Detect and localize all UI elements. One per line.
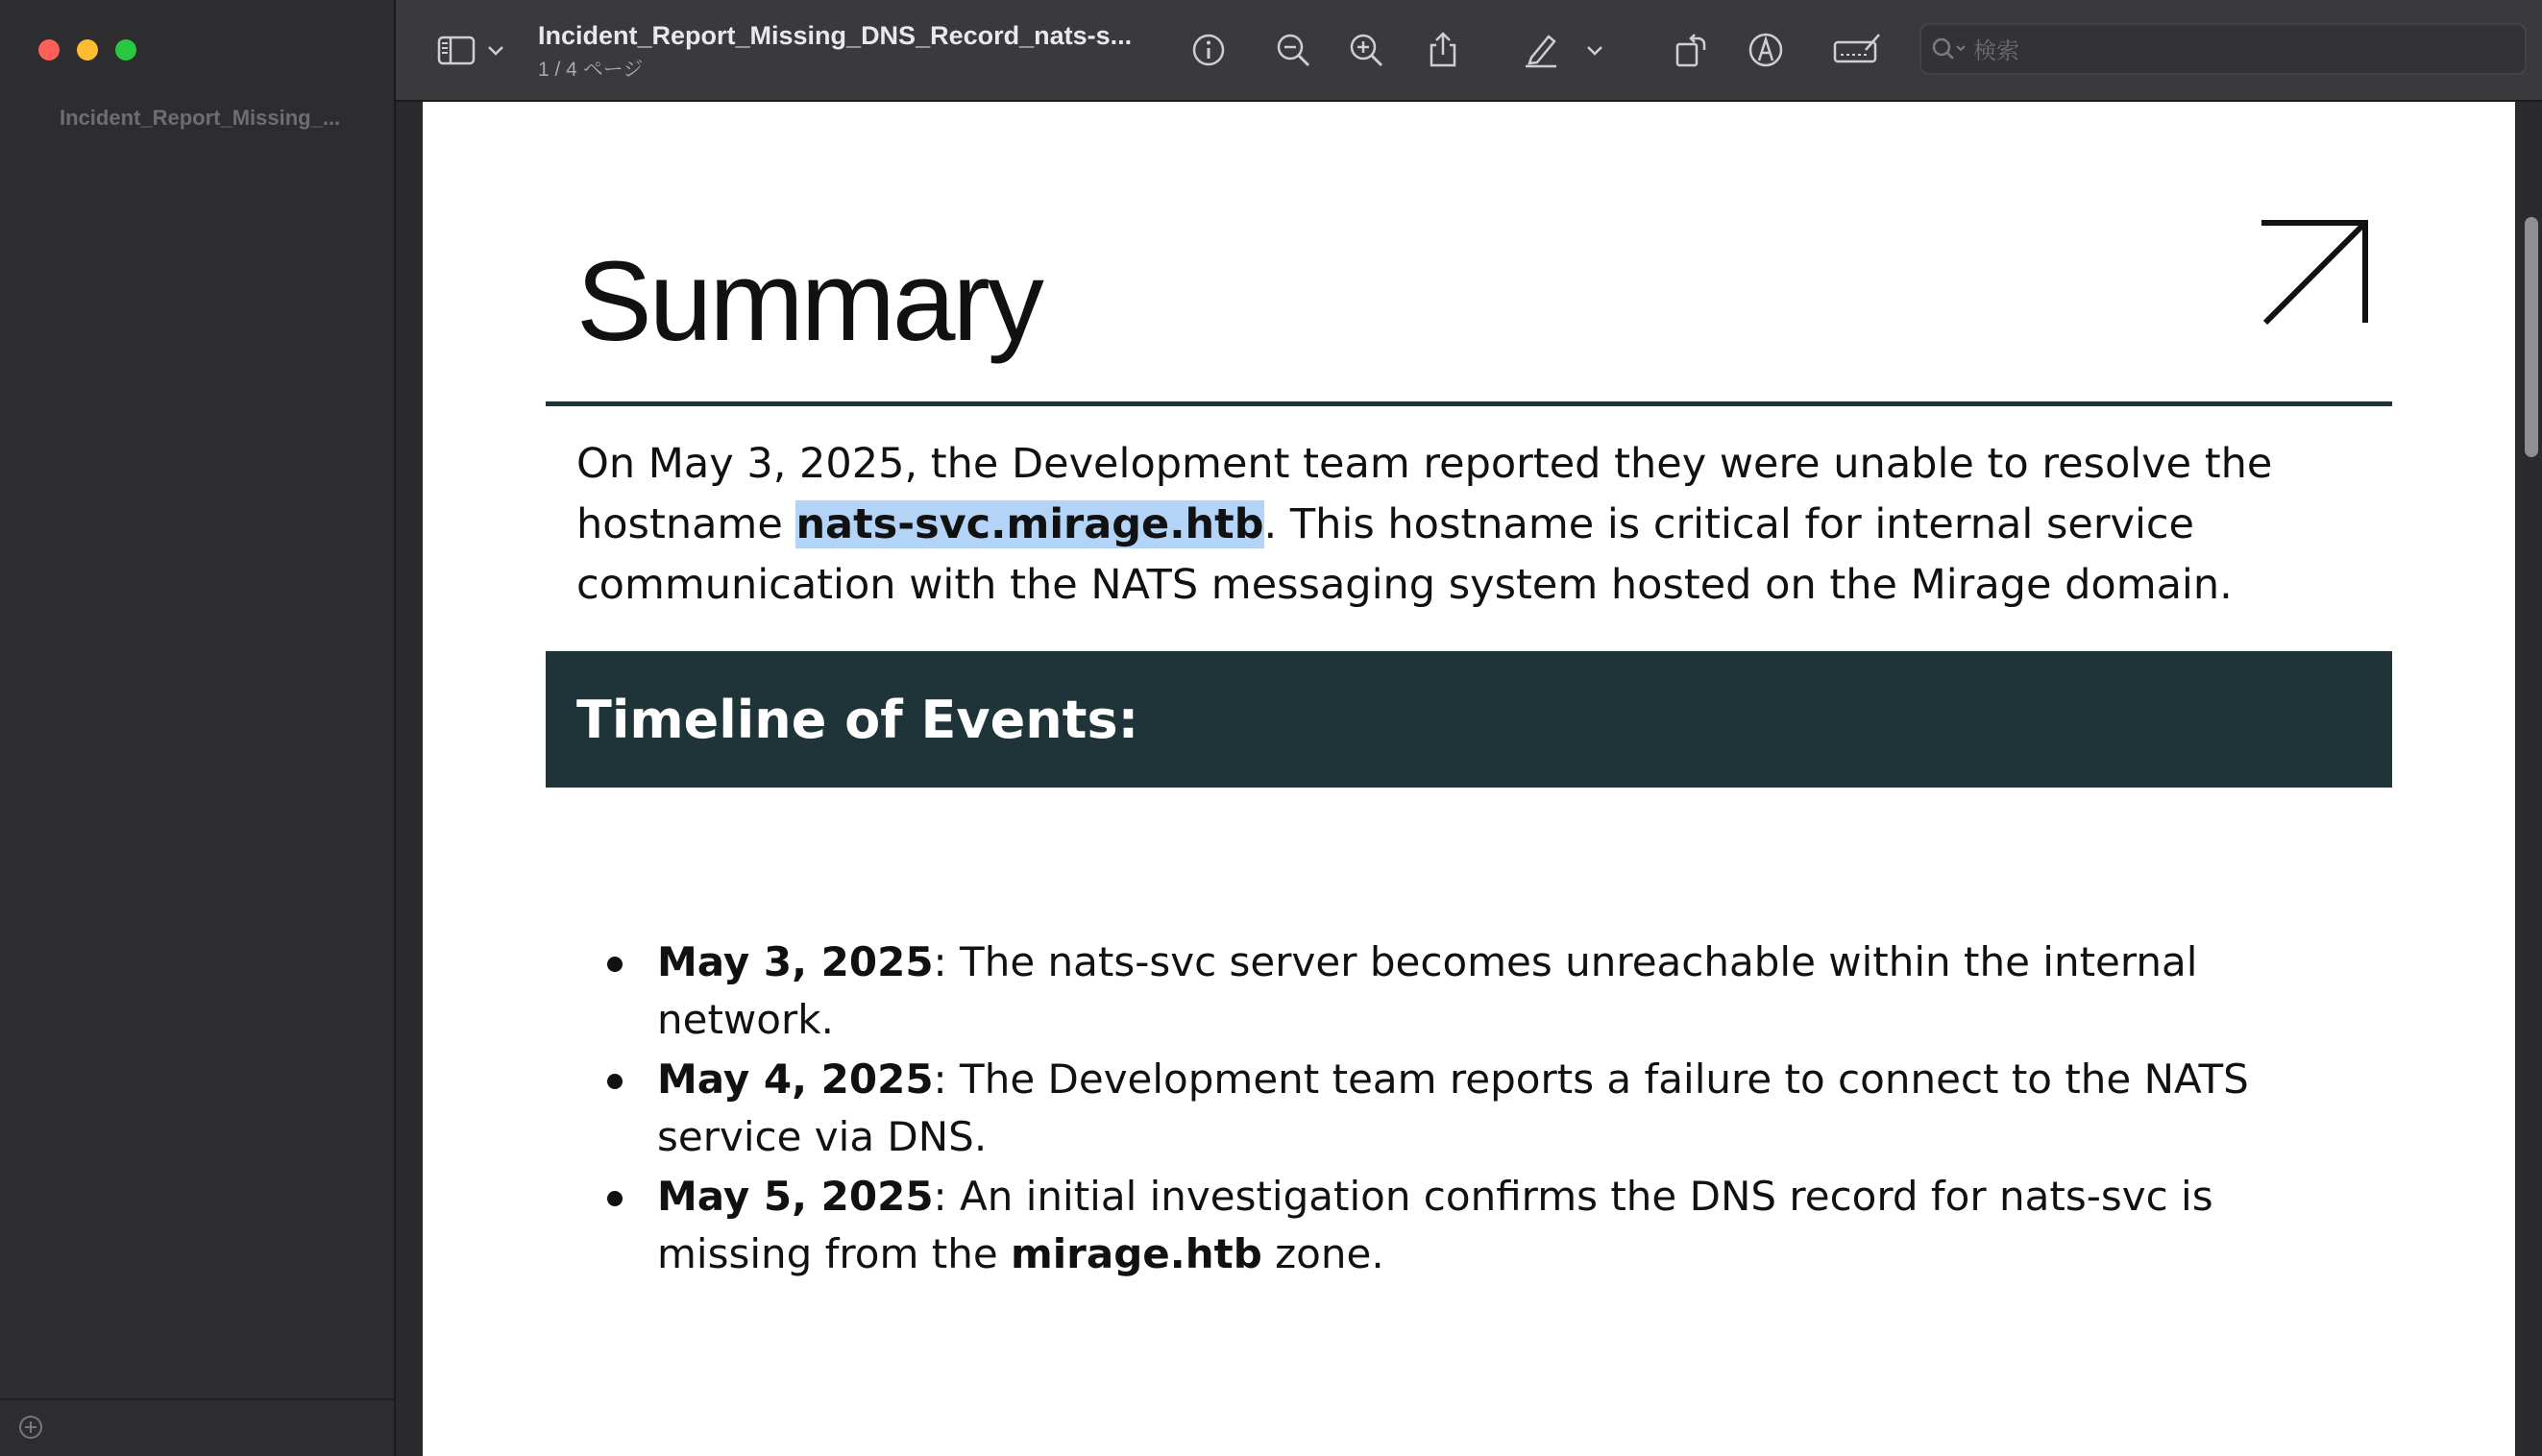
timeline-banner: [546, 651, 2392, 788]
add-circle-icon[interactable]: [17, 1414, 44, 1441]
sidebar: [0, 0, 396, 1456]
document-title: Incident_Report_Missing_DNS_Record_nats-s...: [538, 21, 1133, 50]
share-icon[interactable]: [1422, 29, 1464, 71]
timeline-text: : An initial investigation confirms the DNS record for nats-svc is missing from the: [657, 1173, 2213, 1277]
timeline-text: : The nats-svc server becomes unreachable within the internal network.: [657, 938, 2198, 1043]
page-heading: Summary: [576, 238, 1041, 365]
search-input[interactable]: [1971, 35, 2513, 67]
arrow-up-right-icon: [2258, 215, 2371, 328]
sidebar-footer: [0, 1398, 394, 1456]
summary-text-before: On May 3, 2025, the Development team reported they were unable to resolve the hostname: [576, 440, 2273, 548]
list-item: [596, 1168, 2354, 1283]
document-viewer[interactable]: [396, 102, 2542, 1456]
chevron-down-icon[interactable]: [1583, 29, 1606, 71]
close-window-button[interactable]: [38, 39, 60, 61]
signature-icon[interactable]: [1831, 29, 1883, 71]
bullet-icon: [607, 1191, 623, 1206]
timeline-list: [596, 934, 2354, 1285]
summary-text-after: . This hostname is critical for internal service communication with the NATS messaging system hosted on the Mirage domain.: [576, 500, 2233, 609]
search-field[interactable]: [1919, 23, 2527, 75]
bullet-icon: [607, 1074, 623, 1089]
sidebar-item-document[interactable]: Incident_Report_Missing_...: [60, 106, 341, 130]
search-icon: [1929, 35, 1968, 65]
timeline-date: May 3, 2025: [657, 938, 934, 985]
pdf-page: [423, 102, 2515, 1456]
zone-name: mirage.htb: [1011, 1230, 1262, 1277]
bullet-icon: [607, 957, 623, 972]
heading-divider: [546, 401, 2392, 406]
zoom-window-button[interactable]: [115, 39, 136, 61]
timeline-heading: Timeline of Events:: [576, 690, 1139, 750]
vertical-scrollbar[interactable]: [2525, 217, 2538, 457]
timeline-date: May 5, 2025: [657, 1173, 934, 1220]
toolbar: [396, 0, 2542, 102]
summary-paragraph: [576, 434, 2373, 616]
list-item: [596, 934, 2354, 1049]
timeline-text-end: zone.: [1261, 1230, 1384, 1277]
zoom-in-icon[interactable]: [1345, 29, 1387, 71]
minimize-window-button[interactable]: [77, 39, 98, 61]
highlighter-icon[interactable]: [1520, 29, 1562, 71]
info-icon[interactable]: [1187, 29, 1230, 71]
chevron-down-icon[interactable]: [484, 29, 507, 71]
zoom-out-icon[interactable]: [1272, 29, 1314, 71]
list-item: [596, 1051, 2354, 1166]
timeline-date: May 4, 2025: [657, 1056, 934, 1103]
sidebar-toggle-icon[interactable]: [434, 29, 478, 71]
traffic-lights: [38, 39, 136, 61]
timeline-text: : The Development team reports a failure to connect to the NATS service via DNS.: [657, 1056, 2249, 1160]
markup-icon[interactable]: [1745, 29, 1787, 71]
page-count: 1 / 4 ページ: [538, 59, 644, 81]
selected-hostname[interactable]: nats-svc.mirage.htb: [795, 500, 1264, 548]
rotate-icon[interactable]: [1670, 29, 1712, 71]
